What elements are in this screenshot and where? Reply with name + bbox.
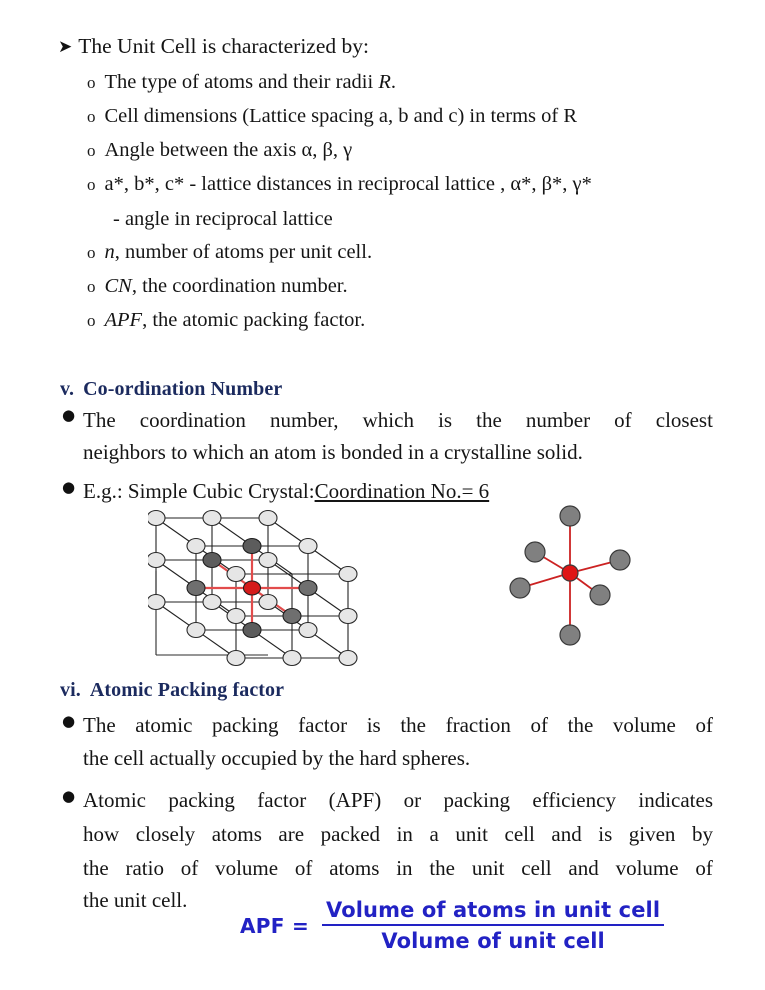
bullet-item-line (83, 746, 470, 771)
octahedral-coordination-diagram (500, 500, 650, 665)
word: volume (615, 856, 679, 880)
list-item-label: APF, the atomic packing factor. (104, 309, 366, 331)
word: packing (212, 713, 279, 737)
arrow-bullet-icon: ➤ (58, 37, 73, 57)
word: factor (257, 788, 307, 812)
circle-bullet-icon: o (87, 175, 96, 194)
word: is (366, 713, 381, 737)
list-item (87, 139, 352, 162)
word: closely (135, 822, 196, 846)
example-underlined-value: Coordination No.= 6 (314, 479, 490, 503)
word: The (83, 713, 116, 737)
word: volume (215, 856, 279, 880)
word: coordination (139, 408, 246, 432)
center-atom (244, 581, 261, 595)
word: the (429, 856, 455, 880)
circle-bullet-icon: o (87, 141, 96, 160)
list-item (87, 71, 396, 94)
list-item-label: The type of atoms and their radii R. (104, 71, 396, 93)
heading-number: vi. (60, 679, 81, 701)
heading-coordination-number (60, 378, 282, 401)
word: packing (168, 788, 235, 812)
word: cell (504, 822, 535, 846)
apf-formula-denominator: Volume of unit cell (381, 929, 605, 953)
word: or (403, 788, 422, 812)
word: Atomic (83, 788, 146, 812)
circle-bullet-icon: o (87, 243, 96, 262)
word: packing (443, 788, 510, 812)
word: are (278, 822, 305, 846)
word: packed (320, 822, 381, 846)
word: number, (269, 408, 339, 432)
list-item (87, 105, 577, 128)
bullet-item-line (83, 856, 713, 881)
word: how (83, 822, 120, 846)
word: of (695, 856, 713, 880)
heading-number: v. (60, 378, 75, 400)
circle-bullet-icon: o (87, 277, 96, 296)
heading-label: Atomic Packing factor (89, 679, 285, 701)
unit-cell-lead-in-row (58, 34, 369, 59)
word: the (567, 713, 594, 737)
word: factor (298, 713, 348, 737)
word: and (551, 822, 582, 846)
bullet-item-line (83, 713, 713, 738)
word: a (429, 822, 439, 846)
list-item (87, 173, 592, 196)
word: closest (655, 408, 713, 432)
bullet-item (62, 478, 85, 497)
word: the (83, 856, 109, 880)
word: efficiency (532, 788, 616, 812)
word: atoms (211, 822, 262, 846)
word: by (691, 822, 713, 846)
list-item (87, 309, 365, 332)
heading-atomic-packing-factor (60, 679, 284, 702)
bullet-item-line (83, 440, 583, 465)
word: is (438, 408, 453, 432)
dot-bullet-icon: ● (62, 478, 76, 496)
word: volume (612, 713, 676, 737)
dot-bullet-icon: ● (62, 712, 76, 730)
bullet-item-line (83, 408, 713, 433)
bullet-item (62, 712, 85, 731)
word: in (396, 856, 413, 880)
list-item (87, 275, 348, 298)
word: unit (471, 856, 505, 880)
word: of (180, 856, 199, 880)
word: The (83, 408, 116, 432)
word: indicates (638, 788, 713, 812)
bullet-item-line (83, 822, 713, 847)
word: of (294, 856, 313, 880)
simple-cubic-lattice-diagram (148, 505, 393, 675)
apf-formula-lhs: APF = (240, 913, 310, 938)
list-item (87, 241, 372, 264)
word: (APF) (328, 788, 382, 812)
word: of (614, 408, 632, 432)
word: is (598, 822, 613, 846)
list-item-label: a*, b*, c* - lattice distances in reciprocal lattice , α*, β*, γ* (104, 173, 592, 195)
word: and (568, 856, 599, 880)
bullet-item-line-label: neighbors to which an atom is bonded in a crystalline solid. (83, 440, 583, 464)
apf-formula-fraction (322, 898, 664, 953)
word: which (362, 408, 414, 432)
list-item-continuation-label: - angle in reciprocal lattice (113, 208, 333, 230)
list-item-label: CN, the coordination number. (104, 275, 348, 297)
circle-bullet-icon: o (87, 311, 96, 330)
circle-bullet-icon: o (87, 73, 96, 92)
word: fraction (445, 713, 511, 737)
center-atom (562, 565, 578, 581)
dot-bullet-icon: ● (62, 406, 76, 424)
bullet-item (62, 787, 85, 806)
circle-bullet-icon: o (87, 107, 96, 126)
word: atomic (135, 713, 193, 737)
apf-formula (240, 898, 664, 953)
heading-label: Co-ordination Number (83, 378, 283, 400)
bullet-item-line (83, 788, 713, 813)
bullet-item-example (83, 479, 489, 504)
word: number (525, 408, 591, 432)
apf-formula-numerator: Volume of atoms in unit cell (326, 898, 661, 922)
word: ratio (125, 856, 164, 880)
list-item-label: n, number of atoms per unit cell. (104, 241, 373, 263)
word: of (530, 713, 548, 737)
word: of (695, 713, 713, 737)
list-item-continuation (113, 208, 333, 231)
bullet-item-line-label: the cell actually occupied by the hard spheres. (83, 746, 471, 770)
word: the (400, 713, 426, 737)
bullet-item-line-label: the unit cell. (83, 888, 188, 912)
word: given (628, 822, 676, 846)
list-item-label: Cell dimensions (Lattice spacing a, b and c) in terms of R (104, 105, 578, 127)
word: atoms (329, 856, 380, 880)
dot-bullet-icon: ● (62, 787, 76, 805)
word: unit (455, 822, 488, 846)
word: cell (521, 856, 552, 880)
bullet-item-line (83, 888, 187, 913)
word: the (476, 408, 502, 432)
example-label: E.g.: Simple Cubic Crystal: (83, 479, 315, 503)
list-item-label: Angle between the axis α, β, γ (104, 139, 353, 161)
bullet-item (62, 406, 85, 425)
unit-cell-lead-in-text: The Unit Cell is characterized by: (78, 34, 369, 58)
word: in (396, 822, 413, 846)
